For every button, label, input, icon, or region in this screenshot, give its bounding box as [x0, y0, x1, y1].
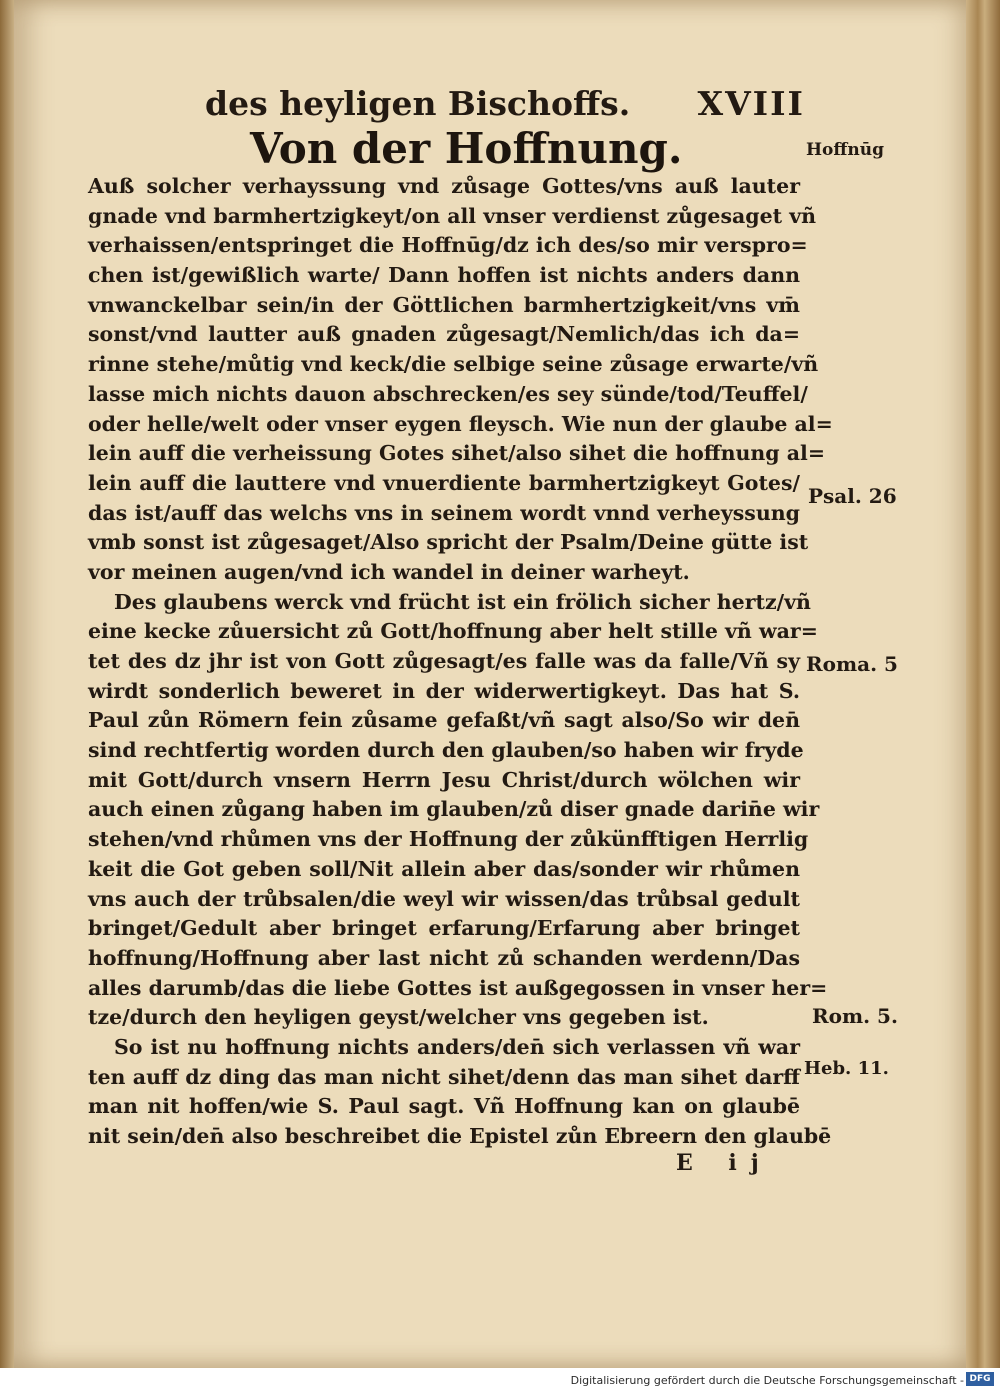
folio-number: XVIII — [697, 84, 805, 123]
text-line: wirdt sonderlich beweret in der widerwertigkeyt. Das hat S. — [88, 678, 800, 703]
text-line: ten auff dz ding das man nicht sihet/denn das man sihet darff — [88, 1064, 800, 1089]
body-text — [88, 172, 833, 1152]
text-line: Auß solcher verhayssung vnd zůsage Gottes/vns auß lauter — [88, 174, 800, 198]
margin-note-psalm: Psal. 26 — [808, 484, 897, 508]
text-line: keit die Got geben soll/Nit allein aber das/sonder wir rhůmen — [88, 856, 800, 881]
text-line: vmb sonst ist zůgesaget/Also spricht der Psalm/Deine gütte ist — [88, 530, 809, 555]
text-line: vnwanckelbar sein/in der Göttlichen barmhertzigkeit/vns vm̄ — [88, 292, 800, 317]
margin-note-romans-2: Rom. 5. — [812, 1004, 898, 1028]
text-line: chen ist/gewißlich warte/ Dann hoffen ist nichts anders dann — [88, 263, 800, 288]
margin-note-hoffnung: Hoffnūg — [806, 140, 884, 160]
funding-credit: Digitalisierung gefördert durch die Deutsche Forschungsgemeinschaft - — [570, 1374, 964, 1387]
text-line: stehen/vnd rhůmen vns der Hoffnung der zůkünfftigen Herrlig — [88, 827, 809, 852]
text-line: rinne stehe/můtig vnd keck/die selbige seine zůsage erwarte/vñ — [88, 352, 819, 377]
text-line: sonst/vnd lautter auß gnaden zůgesagt/Nemlich/das ich da= — [88, 322, 800, 347]
text-line: eine kecke zůuersicht zů Gott/hoffnung aber helt stille vñ war= — [88, 619, 818, 644]
text-line: lein auff die verheissung Gotes sihet/also sihet die hoffnung al= — [88, 441, 826, 466]
margin-note-romans-1: Roma. 5 — [806, 652, 898, 676]
signature-mark: E ij — [676, 1150, 773, 1176]
text-line: vns auch der trůbsalen/die weyl wir wissen/das trůbsal gedult — [88, 886, 800, 911]
text-line: alles darumb/das die liebe Gottes ist außgegossen in vnser her= — [88, 975, 828, 1000]
text-line: auch einen zůgang haben im glauben/zů diser gnade darin̄e wir — [88, 797, 820, 822]
text-line: man nit hoffen/wie S. Paul sagt. Vñ Hoffnung kan on glaubē — [88, 1094, 800, 1119]
text-line: Des glaubens werck vnd frücht ist ein frölich sicher hertz/vñ — [114, 589, 811, 614]
text-line: verhaissen/entspringet die Hoffnūg/dz ich des/so mir verspro= — [88, 233, 808, 258]
text-line: tet des dz jhr ist von Gott zůgesagt/es falle was da falle/Vñ sy — [88, 649, 800, 673]
text-line: nit sein/den̄ also beschreibet die Epistel zůn Ebreern den glaubē — [88, 1124, 832, 1148]
text-line: lasse mich nichts dauon abschrecken/es sey sünde/tod/Teuffel/ — [88, 381, 808, 406]
dfg-logo: DFG — [966, 1372, 994, 1386]
chapter-title: Von der Hoffnung. — [250, 124, 683, 173]
text-line: mit Gott/durch vnsern Herrn Jesu Christ/durch wölchen wir — [88, 767, 800, 792]
text-line: vor meinen augen/vnd ich wandel in deiner warheyt. — [88, 559, 690, 584]
text-line: oder helle/welt oder vnser eygen fleysch. Wie nun der glaube al= — [88, 411, 833, 436]
text-line: lein auff die lauttere vnd vnuerdiente barmhertzigkeyt Gotes/ — [88, 470, 800, 495]
page-fore-edge — [966, 0, 1000, 1368]
text-line: sind rechtfertig worden durch den glauben/so haben wir fryde — [88, 738, 804, 763]
running-title: des heyligen Bischoffs. — [205, 84, 631, 123]
margin-note-hebrews: Heb. 11. — [804, 1058, 889, 1079]
running-header — [205, 84, 805, 128]
text-line: hoffnung/Hoffnung aber last nicht zů schanden werdenn/Das — [88, 945, 800, 970]
text-line: gnade vnd barmhertzigkeyt/on all vnser verdienst zůgesaget vñ — [88, 203, 817, 228]
text-line: So ist nu hoffnung nichts anders/den̄ sich verlassen vñ war — [114, 1034, 800, 1059]
text-line: tze/durch den heyligen geyst/welcher vns gegeben ist. — [88, 1005, 709, 1030]
text-line: bringet/Gedult aber bringet erfarung/Erfarung aber bringet — [88, 916, 800, 941]
text-line: Paul zůn Römern fein zůsame gefaßt/vñ sagt also/So wir den̄ — [88, 708, 800, 733]
text-line: das ist/auff das welchs vns in seinem wordt vnnd verheyssung — [88, 500, 800, 525]
